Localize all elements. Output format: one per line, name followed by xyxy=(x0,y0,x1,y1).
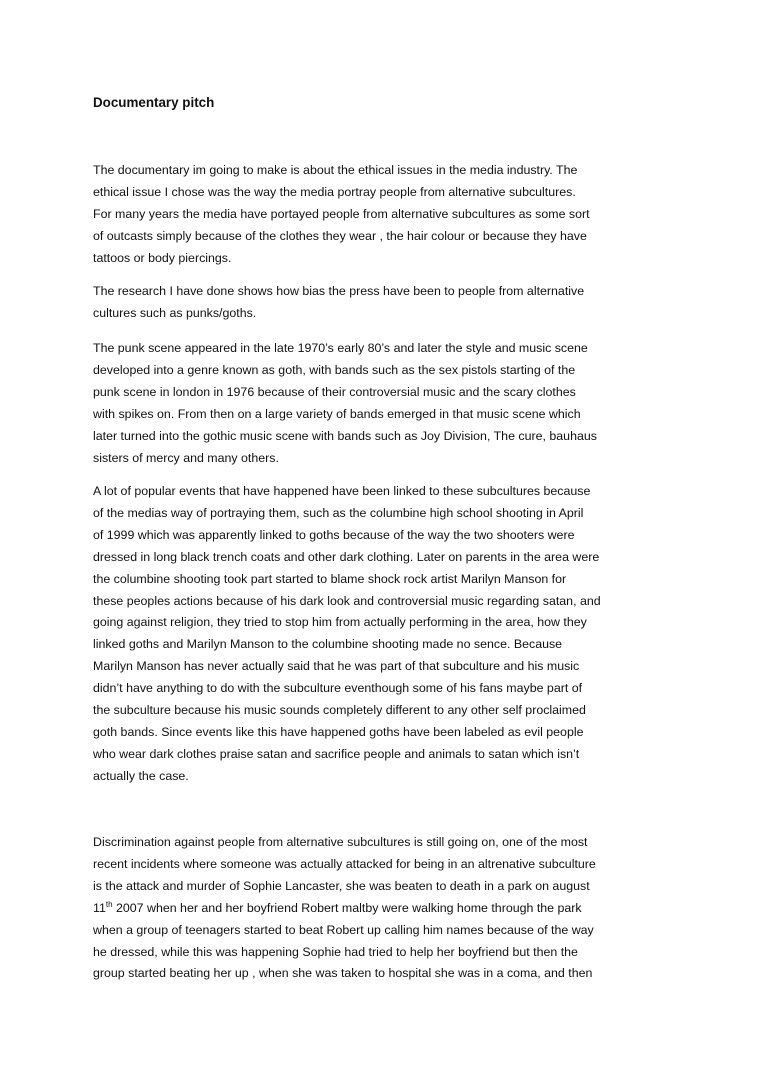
text-line: For many years the media have portayed people from alternative subcultures as some sort xyxy=(93,206,590,221)
text-line: dressed in long black trench coats and other dark clothing. Later on parents in the area were xyxy=(93,549,600,564)
paragraph-columbine xyxy=(93,481,677,788)
text-line: when a group of teenagers started to beat Robert up calling him names because of the way xyxy=(93,922,594,937)
text-line-with-date xyxy=(93,898,677,920)
paragraph-research xyxy=(93,281,677,325)
text-line: of 1999 which was apparently linked to goths because of the way the two shooters were xyxy=(93,527,575,542)
text-line: the columbine shooting took part started to blame shock rock artist Marilyn Manson for xyxy=(93,571,567,586)
text-line: of the medias way of portraying them, such as the columbine high school shooting in April xyxy=(93,505,584,520)
text-line: recent incidents where someone was actually attacked for being in an altrenative subculture xyxy=(93,856,596,871)
text-line: group started beating her up , when she was taken to hospital she was in a coma, and then xyxy=(93,966,593,981)
text-line: later turned into the gothic music scene with bands such as Joy Division, The cure, bauhaus xyxy=(93,428,597,443)
text-line: punk scene in london in 1976 because of their controversial music and the scary clothes xyxy=(93,384,576,399)
text-line: cultures such as punks/goths. xyxy=(93,305,257,320)
text-line: actually the case. xyxy=(93,768,189,783)
text-line: who wear dark clothes praise satan and sacrifice people and animals to satan which isn’t xyxy=(93,746,580,761)
text-line: Discrimination against people from alternative subcultures is still going on, one of the most xyxy=(93,835,588,849)
document-title: Documentary pitch xyxy=(93,95,215,110)
text-line: goth bands. Since events like this have happened goths have been labeled as evil people xyxy=(93,724,584,739)
text-line: he dressed, while this was happening Sophie had tried to help her boyfriend but then the xyxy=(93,944,578,959)
date-line-rest: 2007 when her and her boyfriend Robert maltby were walking home through the park xyxy=(112,900,582,915)
text-line: sisters of mercy and many others. xyxy=(93,450,279,465)
text-line: A lot of popular events that have happened have been linked to these subcultures because xyxy=(93,484,591,498)
date-day: 11 xyxy=(93,900,106,915)
text-line: linked goths and Marilyn Manson to the columbine shooting made no sence. Because xyxy=(93,637,563,652)
text-line: didn’t have anything to do with the subculture eventhough some of his fans maybe part of xyxy=(93,681,583,696)
text-line: The research I have done shows how bias the press have been to people from alternative xyxy=(93,284,585,298)
paragraph-punk-scene xyxy=(93,338,677,469)
text-line: ethical issue I chose was the way the media portray people from alternative subcultures. xyxy=(93,184,576,199)
text-line: tattoos or body piercings. xyxy=(93,250,232,265)
text-line: the subculture because his music sounds completely different to any other self proclaimed xyxy=(93,703,586,718)
text-line: Marilyn Manson has never actually said that he was part of that subculture and his music xyxy=(93,659,580,674)
text-line: going against religion, they tried to stop him from actually performing in the area, how they xyxy=(93,615,587,630)
text-line: these peoples actions because of his dark look and controversial music regarding satan, and xyxy=(93,593,601,608)
text-line: developed into a genre known as goth, with bands such as the sex pistols starting of the xyxy=(93,362,576,377)
paragraph-discrimination xyxy=(93,832,677,985)
paragraph-intro xyxy=(93,160,677,270)
text-line: The punk scene appeared in the late 1970’s early 80’s and later the style and music scene xyxy=(93,341,588,355)
text-line: with spikes on. From then on a large variety of bands emerged in that music scene which xyxy=(93,406,581,421)
date-ordinal-suffix: th xyxy=(105,899,113,909)
text-line: is the attack and murder of Sophie Lancaster, she was beaten to death in a park on august xyxy=(93,878,590,893)
text-line: The documentary im going to make is about the ethical issues in the media industry. The xyxy=(93,163,578,177)
text-line: of outcasts simply because of the clothes they wear , the hair colour or because they have xyxy=(93,228,587,243)
